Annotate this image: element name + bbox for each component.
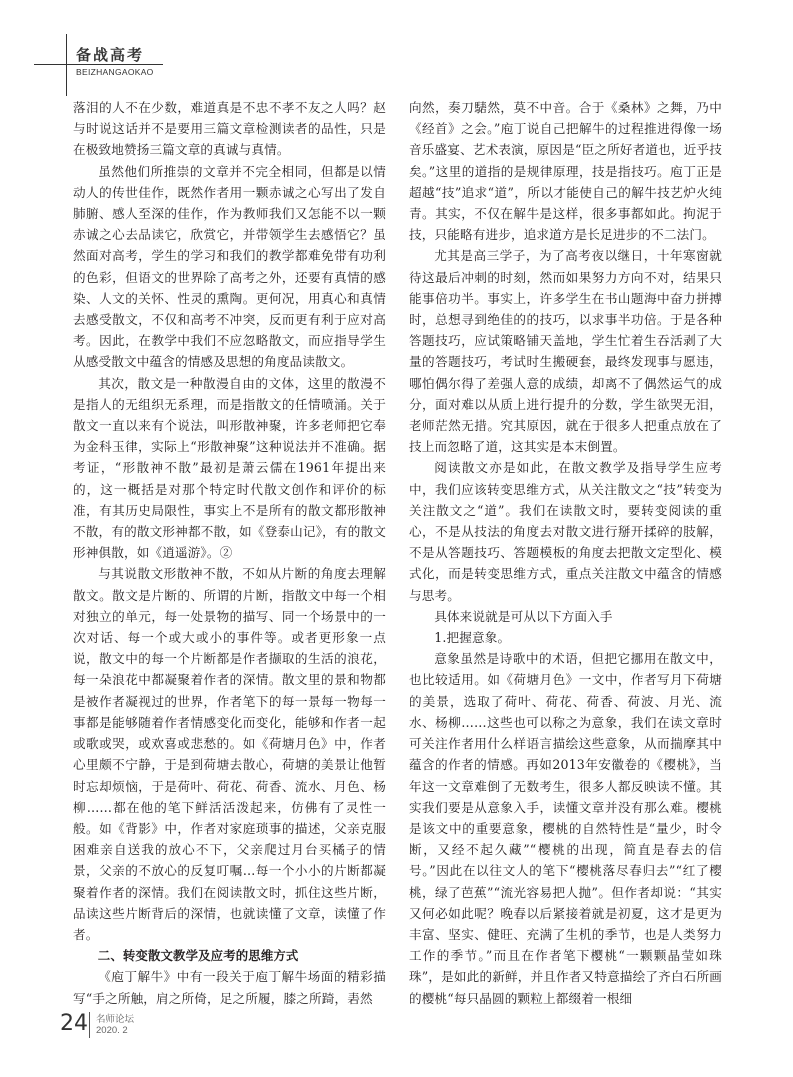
paragraph: 《庖丁解牛》中有一段关于庖丁解牛场面的精彩描写“手之所触，肩之所倚，足之所履，膝之所踦，砉然 <box>73 969 386 1006</box>
paragraph: 具体来说就是可从以下方面入手 <box>434 608 613 624</box>
paragraph: 与其说散文形散神不散，不如从片断的角度去理解散文。散文是片断的、所谓的片断，指散文中每一个相对独立的单元，每一处景物的描写、同一个场景中的一次对话、每一个或大或小的事件等。或者更形象一点说，散文中的每一个片断都是作者撷取的生活的浪花，每一朵浪花中都凝聚着作者的深情。散文里的景和物都是被作者凝视过的世界，作者笔下的每一景每一物每一事都是能够随着作者情感变化而变化，能够和作者一起或歌或哭，或欢喜或悲愁的。如《荷塘月色》中，作者心里颇不宁静，于是到荷塘去散心，荷塘的美景让他暂时忘却烦恼，于是荷叶、荷花、荷香、流水、月色、杨柳……都在他的笔下鲜活活泼起来，仿佛有了灵性一般。如《背影》中，作者对家庭琐事的描述，父亲克服困难亲自送我的放心不下，父亲爬过月台买橘子的情景，父亲的不放心的反复叮嘱…每一个小小的片断都凝聚着作者的深情。我们在阅读散文时，抓住这些片断，品读这些片断背后的深情，也就读懂了文章，读懂了作者。 <box>73 566 386 942</box>
footer-divider <box>89 1012 90 1038</box>
column-label: 名师论坛 <box>96 1014 135 1025</box>
page-number: 24 <box>60 1011 88 1036</box>
paragraph: 落泪的人不在少数，难道真是不忠不孝不友之人吗？赵与时说这话并不是要用三篇文章检测读者的品性，只是在极致地赞扬三篇文章的真诚与真情。 <box>73 100 386 158</box>
section-subtitle: BEIZHANGAOKAO <box>76 67 154 77</box>
section-heading: 二、转变散文教学及应考的思维方式 <box>97 948 299 964</box>
paragraph: 意象虽然是诗歌中的术语，但把它挪用在散文中，也比较适用。如《荷塘月色》一文中，作者写月下荷塘的美景，选取了荷叶、荷花、荷香、荷波、月光、流水、杨柳……这些也可以称之为意象，我们在读文章时可关注作者用什么样语言描绘这些意象，从而揣摩其中蕴含的作者的情感。再如2013年安徽卷的《樱桃》，当年这一文章难倒了无数考生，很多人都反映读不懂。其实我们要是从意象入手，读懂文章并没有那么难。樱桃是该文中的重要意象，樱桃的自然特性是“量少，时令断，又经不起久藏”“樱桃的出现，简直是春去的信号。”因此在以往文人的笔下“樱桃落尽春归去”“红了樱桃，绿了芭蕉”“流光容易把人抛”。但作者却说：“其实又何必如此呢？晚春以后紧接着就是初夏，这才是更为丰富、坚实、健旺、充满了生机的季节，也是人类努力工作的季节。”而且在作者笔下樱桃“一颗颗晶莹如珠珠”，是如此的新鲜，并且作者又特意描绘了齐白石所画的樱桃“每只晶圆的颗粒上都缀着一根细 <box>409 651 722 1006</box>
paragraph: 向然，奏刀騞然，莫不中音。合于《桑林》之舞，乃中《经首》之会。”庖丁说自己把解牛的过程推进得像一场音乐盛宴、艺术表演，原因是“臣之所好者道也，近乎技矣。”这里的道指的是规律原理，技是指技巧。庖丁正是超越“技”追求“道”，所以才能使自己的解牛技艺炉火纯青。其实，不仅在解牛是这样，很多事都如此。拘泥于技，只能略有进步，追求道方是长足进步的不二法门。 <box>409 100 722 243</box>
left-column <box>73 97 386 1009</box>
subheading: 1.把握意象。 <box>434 630 511 646</box>
section-title: 备战高考 <box>76 46 145 64</box>
paragraph: 其次，散文是一种散漫自由的文体，这里的散漫不是指人的无组织无系理，而是指散文的任情喷涌。关于散文一直以来有个说法，叫形散神聚，许多老师把它奉为金科玉律，实际上“形散神聚”这种说法并不准确。据考证，“形散神不散”最初是萧云儒在1961年提出来的，这一概括是对那个特定时代散文创作和评价的标准，有其历史局限性，事实上不是所有的散文都形散神不散，有的散文形神都不散，如《登泰山记》，有的散文形神俱散，如《逍遥游》。② <box>73 375 386 561</box>
right-column <box>409 97 722 1009</box>
paragraph: 尤其是高三学子，为了高考夜以继日，十年寒窗就待这最后冲刺的时刻，然而如果努力方向不对，结果只能事倍功半。事实上，许多学生在书山题海中奋力拼搏时，总想寻到绝佳的的技巧，以求事半功倍。于是各种答题技巧，应试策略铺天盖地，学生忙着生吞活剥了大量的答题技巧，考试时生搬硬套，最终发现事与愿违，哪怕偶尔得了差强人意的成绩，却离不了偶然运气的成分，面对难以从质上进行提升的分数，学生欲哭无泪，老师茫然无措。究其原因，就在于很多人把重点放在了技上而忽略了道，这其实是本末倒置。 <box>409 248 722 455</box>
issue-date: 2020. 2 <box>96 1025 128 1036</box>
paragraph: 阅读散文亦是如此，在散文教学及指导学生应考中，我们应该转变思维方式，从关注散文之“技”转变为关注散文之“道”。我们在读散文时，要转变阅读的重心，不是从技法的角度去对散文进行掰开揉碎的肢解，不是从答题技巧、答题模板的角度去把散文定型化、模式化，而是转变思维方式，重点关注散文中蕴含的情感与思考。 <box>409 460 722 603</box>
header-rule-vertical <box>66 34 67 96</box>
paragraph: 虽然他们所推崇的文章并不完全相同，但都是以情动人的传世佳作，既然作者用一颗赤诚之心写出了发自肺腑、感人至深的佳作，作为教师我们又怎能不以一颗赤诚之心去品读它，欣赏它，并带领学生去感悟它？虽然面对高考，学生的学习和我们的教学都难免带有功利的色彩，但语文的世界除了高考之外，还要有真情的感染、人文的关怀、性灵的熏陶。更何况，用真心和真情去感受散文，不仅和高考不冲突，反而更有利于应对高考。因此，在教学中我们不应忽略散文，而应指导学生从感受散文中蕴含的情感及思想的角度品读散文。 <box>73 163 386 370</box>
